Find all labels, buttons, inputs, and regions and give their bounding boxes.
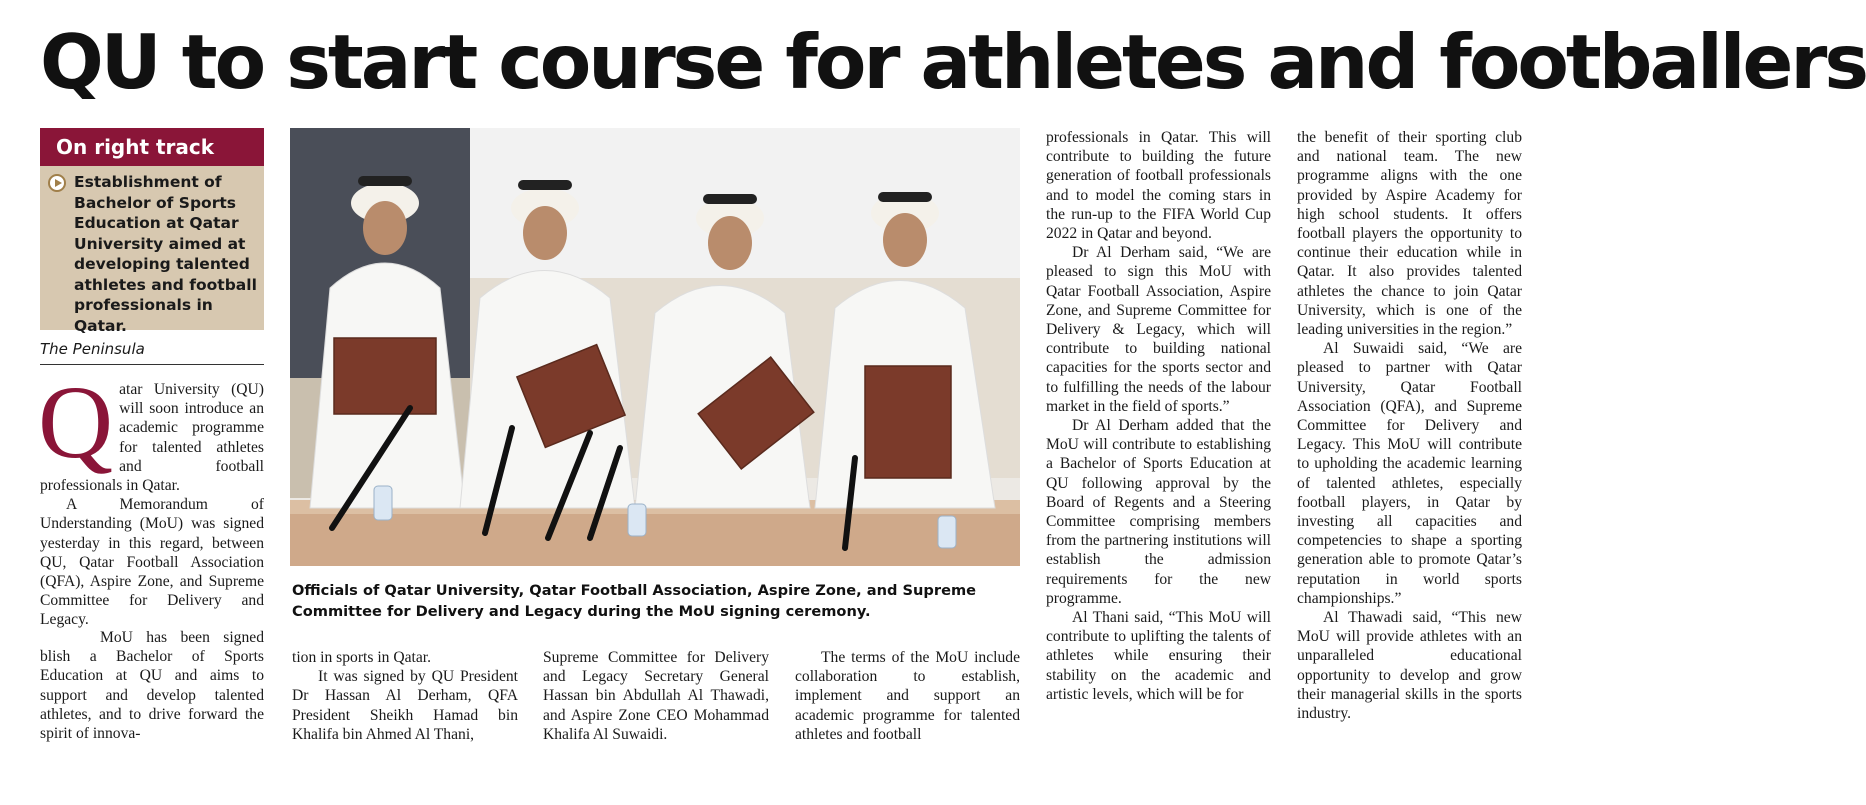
headline: QU to start course for athletes and footballers: [40, 18, 1866, 106]
article-column-3-bottom: [543, 648, 769, 748]
article-paragraph: professionals in Qatar. This will contribute to building the future generation of football professionals and to model the coming stars in the run-up to the FIFA World Cup 2022 in Qatar and beyond.: [1046, 129, 1271, 243]
article-column-4-bottom: [795, 648, 1020, 748]
article-column-2-bottom: [292, 648, 518, 748]
article-column-6: [1297, 128, 1522, 748]
article-paragraph: The terms of the MoU include collaboration to establish, implement and support an academic programme for talented athletes and football: [795, 649, 1020, 743]
article-paragraph: MoU has been signed blish a Bachelor of Sports Education at QU and aims to support and develop talented athletes, and to drive forward the spirit of innova-: [40, 629, 264, 743]
article-paragraph: the benefit of their sporting club and national team. The new programme aligns with the one provided by Aspire Academy for high school students. It offers football players the opportunity to continue their education while in Qatar. It also provides talented athletes the chance to join Qatar University, which is one of the leading universities in the region.”: [1297, 129, 1522, 339]
play-triangle-icon: [48, 174, 66, 192]
article-column-5: [1046, 128, 1271, 748]
lead-paragraph-text: atar University (QU) will soon introduce an academic programme for talented athletes and football professionals in Qatar.: [40, 381, 264, 495]
article-column-1-bottom: [40, 628, 264, 748]
byline: The Peninsula: [40, 338, 264, 365]
sidebar-box: [40, 128, 264, 335]
article-paragraph: Al Suwaidi said, “We are pleased to partner with Qatar University, Qatar Football Association (QFA), and Supreme Committee for Delivery and Legacy. This MoU will contribute to upholding the academic learning of talented athletes, especially football players, in Qatar by investing all capacities and competencies to shape a sporting generation able to promote Qatar’s reputation in world sports championships.”: [1297, 340, 1522, 607]
ceremony-photo-illustration: [290, 128, 1020, 566]
drop-cap: Q: [38, 365, 114, 480]
article-column-1-top: [38, 365, 264, 629]
article-paragraph: Supreme Committee for Delivery and Legacy Secretary General Hassan bin Abdullah Al Thawadi, and Aspire Zone CEO Mohammad Khalifa Al Suwaidi.: [543, 649, 769, 743]
article-paragraph: tion in sports in Qatar.: [292, 649, 432, 666]
sidebar-title: On right track: [40, 128, 264, 166]
photo-caption: Officials of Qatar University, Qatar Football Association, Aspire Zone, and Supreme Committee for Delivery and Legacy during the MoU signing ceremony.: [292, 582, 977, 620]
sidebar-bullet-text: Establishment of Bachelor of Sports Education at Qatar University aimed at developing talented athletes and football professionals in Qatar.: [74, 173, 257, 335]
article-paragraph: Al Thani said, “This MoU will contribute to uplifting the talents of athletes while ensuring their stability on the academic and artistic levels, which will be for: [1046, 609, 1271, 703]
article-paragraph: Al Thawadi said, “This new MoU will provide athletes with an unparalleled educational opportunity to develop and grow their managerial skills in the sports industry.: [1297, 609, 1522, 723]
article-paragraph: Dr Al Derham added that the MoU will contribute to establishing a Bachelor of Sports Education at QU following approval by the Board of Regents and a Steering Committee comprising members from the partnering institutions will establish the admission requirements for the new programme.: [1046, 417, 1271, 607]
article-paragraph: Dr Al Derham said, “We are pleased to sign this MoU with Qatar Football Association, Aspire Zone, and Supreme Committee for Delivery & Legacy, which will contribute to building national capacities for the sports sector and to fulfilling the needs of the labour market in the field of sports.”: [1046, 244, 1271, 415]
lead-paragraph: [38, 365, 264, 495]
article-paragraph: A Memorandum of Understanding (MoU) was signed yesterday in this regard, between QU, Qatar Football Association (QFA), Aspire Zone, and Supreme Committee for Delivery and Legacy.: [40, 496, 264, 629]
article-paragraph: It was signed by QU President Dr Hassan Al Derham, QFA President Sheikh Hamad bin Khalifa bin Ahmed Al Thani,: [292, 668, 518, 743]
ceremony-photo: [290, 128, 1020, 566]
